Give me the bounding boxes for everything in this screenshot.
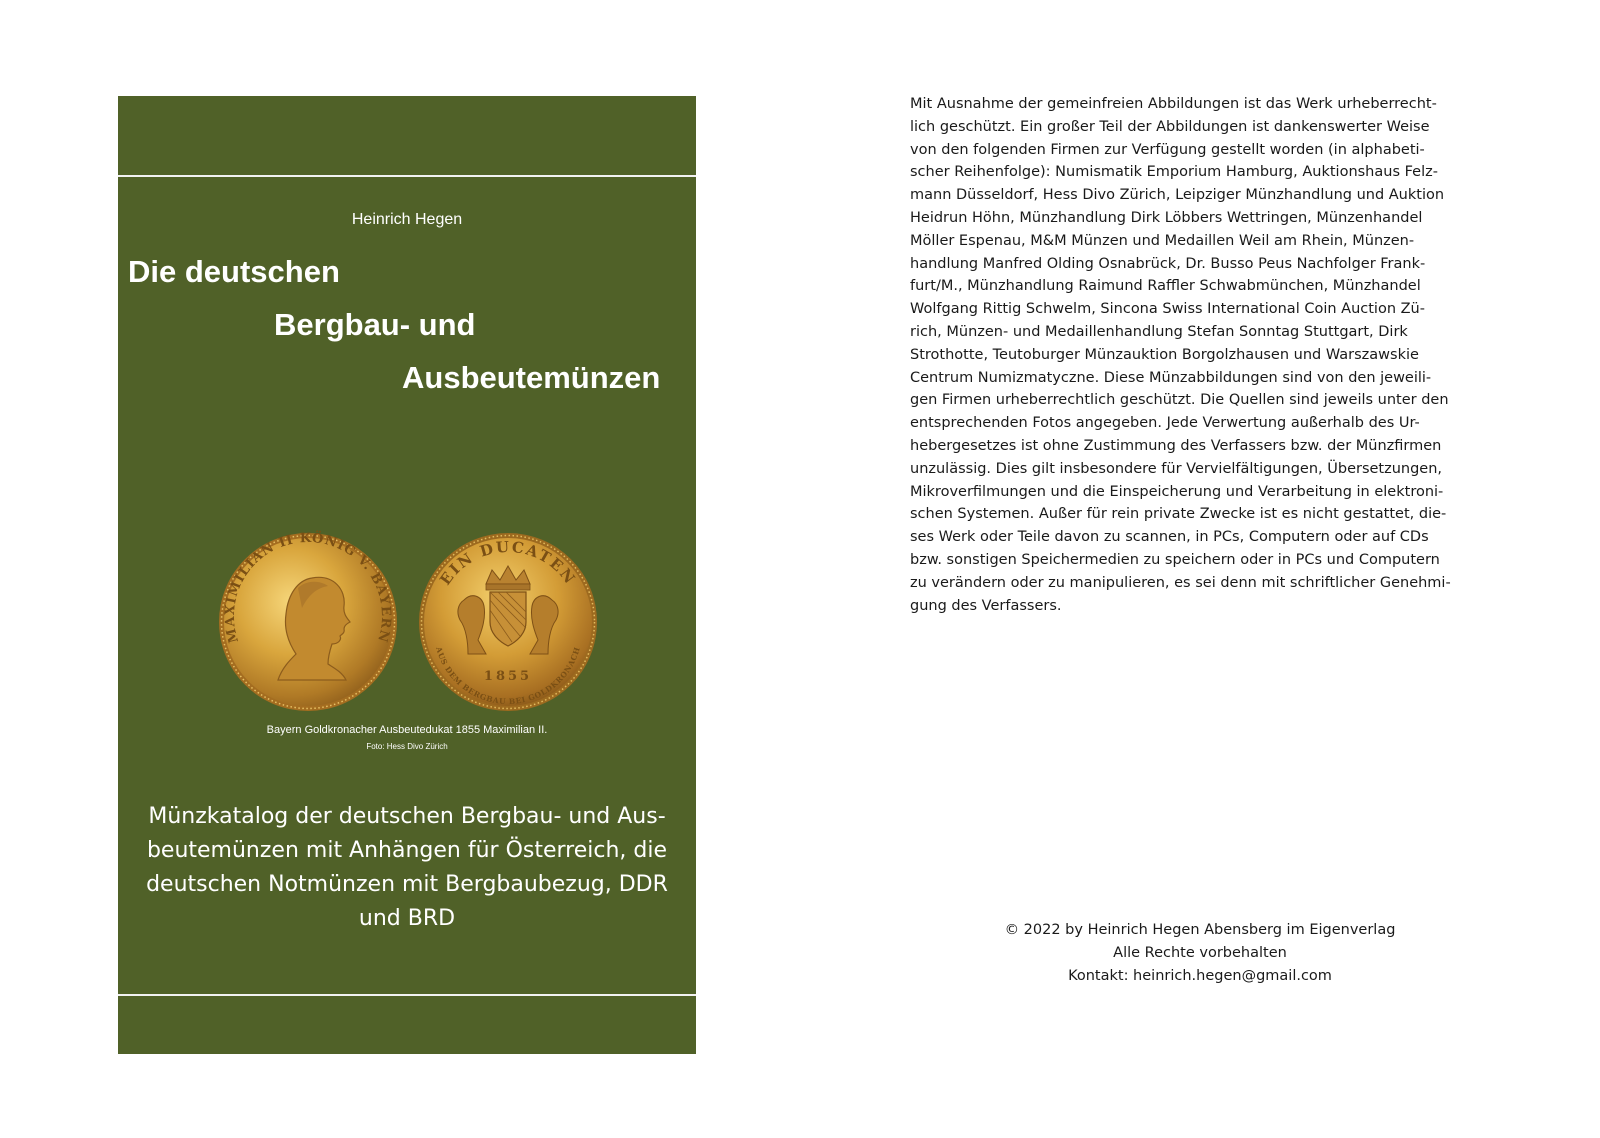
- cover-author: Heinrich Hegen: [351, 211, 463, 228]
- book-cover: [118, 96, 696, 1054]
- imprint: [910, 919, 1490, 987]
- notice-line: hebergesetzes ist ohne Zustimmung des Verfassers bzw. der Münzfirmen: [910, 437, 1442, 454]
- coin-reverse-top-legend: EIN DUCATEN: [436, 537, 580, 589]
- cover-subtitle-line: und BRD: [358, 906, 456, 931]
- imprint-contact: Kontakt: heinrich.hegen@gmail.com: [1068, 967, 1332, 984]
- cover-title-line-3: Ausbeutemünzen: [402, 360, 661, 395]
- coin-reverse-year: 1855: [483, 669, 533, 684]
- notice-line: Möller Espenau, M&M Münzen und Medaillen Weil am Rhein, Münzen-: [910, 232, 1415, 249]
- notice-line: gung des Verfassers.: [910, 597, 1062, 614]
- coin-reverse-bottom-legend: AUS DEM BERGBAU BEI GOLDKRONACH: [434, 645, 582, 707]
- notice-line: Mikroverfilmungen und die Einspeicherung und Verarbeitung in elektroni-: [910, 483, 1444, 500]
- coin-photo-credit: Foto: Hess Divo Zürich: [366, 742, 448, 751]
- notice-line: Wolfgang Rittig Schwelm, Sincona Swiss International Coin Auction Zü-: [910, 301, 1425, 318]
- coin-obverse: [219, 530, 397, 711]
- notice-line: Centrum Numizmatyczne. Diese Münzabbildungen sind von den jeweili-: [910, 369, 1432, 386]
- notice-line: zu verändern oder zu manipulieren, es sei denn mit schriftlicher Genehmi-: [910, 574, 1451, 591]
- notice-line: gen Firmen urheberrechtlich geschützt. Die Quellen sind jeweils unter den: [910, 392, 1449, 409]
- notice-line: schen Systemen. Außer für rein private Zwecke ist es nicht gestattet, die-: [910, 506, 1447, 523]
- coin-images: [216, 530, 601, 715]
- notice-line: lich geschützt. Ein großer Teil der Abbildungen ist dankenswerter Weise: [910, 118, 1430, 135]
- notice-line: rich, Münzen- und Medaillenhandlung Stefan Sonntag Stuttgart, Dirk: [910, 323, 1408, 340]
- notice-line: furt/M., Münzhandlung Raimund Raffler Schwabmünchen, Münzhandel: [910, 278, 1421, 295]
- notice-line: unzulässig. Dies gilt insbesondere für Vervielfältigungen, Übersetzungen,: [910, 460, 1443, 477]
- notice-line: bzw. sonstigen Speichermedien zu speichern oder in PCs und Computern: [910, 551, 1440, 568]
- notice-line: Mit Ausnahme der gemeinfreien Abbildungen ist das Werk urheberrecht-: [910, 96, 1437, 112]
- cover-subtitle-line: Münzkatalog der deutschen Bergbau- und Aus-: [148, 804, 666, 829]
- notice-line: von den folgenden Firmen zur Verfügung gestellt worden (in alphabeti-: [910, 141, 1425, 158]
- cover-subtitle-line: beutemünzen mit Anhängen für Österreich, die: [146, 838, 668, 863]
- cover-title-line-2: Bergbau- und: [274, 307, 476, 342]
- notice-line: ses Werk oder Teile davon zu scannen, in PCs, Computern oder auf CDs: [910, 529, 1429, 546]
- notice-line: Heidrun Höhn, Münzhandlung Dirk Löbbers Wettringen, Münzenhandel: [910, 209, 1423, 226]
- notice-line: entsprechenden Fotos angegeben. Jede Verwertung außerhalb des Ur-: [910, 415, 1420, 432]
- imprint-copyright: © 2022 by Heinrich Hegen Abensberg im Eigenverlag: [1004, 922, 1396, 938]
- coin-caption: Bayern Goldkronacher Ausbeutedukat 1855 Maximilian II.: [266, 724, 548, 736]
- cover-top-rule: [118, 175, 696, 177]
- notice-line: scher Reihenfolge): Numismatik Emporium Hamburg, Auktionshaus Felz-: [910, 164, 1438, 181]
- notice-line: mann Düsseldorf, Hess Divo Zürich, Leipziger Münzhandlung und Auktion: [910, 187, 1445, 204]
- cover-title-line-1: Die deutschen: [128, 254, 340, 289]
- imprint-rights: Alle Rechte vorbehalten: [1113, 944, 1287, 961]
- notice-line: handlung Manfred Olding Osnabrück, Dr. Busso Peus Nachfolger Frank-: [910, 255, 1426, 272]
- notice-line: Strothotte, Teutoburger Münzauktion Borgolzhausen und Warszawskie: [910, 346, 1419, 363]
- cover-bottom-rule: [118, 994, 696, 996]
- cover-subtitle: [126, 800, 688, 936]
- copyright-notice: [910, 93, 1490, 617]
- coin-reverse: [419, 533, 597, 711]
- cover-subtitle-line: deutschen Notmünzen mit Bergbaubezug, DDR: [146, 872, 668, 897]
- coin-obverse-legend: MAXIMILIAN II KÖNIG V. BAYERN: [222, 530, 394, 645]
